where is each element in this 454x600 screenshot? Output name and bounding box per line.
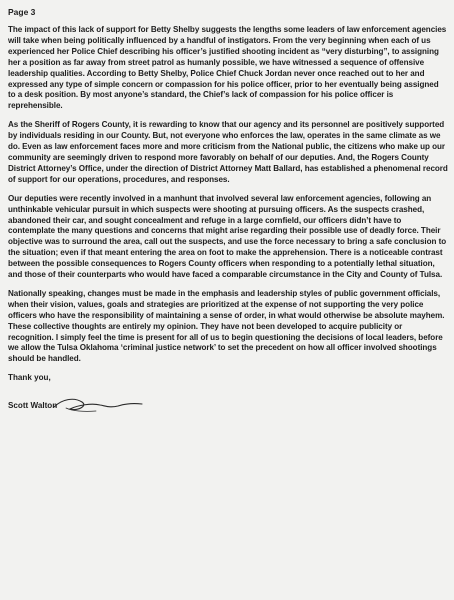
page-number-label: Page 3 — [8, 7, 36, 17]
letter-content — [8, 7, 448, 417]
paragraph-national-changes: Nationally speaking, changes must be made in the emphasis and leadership styles of public government officials, when their vision, values, goals and strategies are prioritized at the expense of not supporting the very police officers who have the responsibility of maintaining a sense of order, in what would otherwise be absolute mayhem. These collective thoughts are entirely my opinion. They have not been developed to acquire publicity or recognition. I simply feel the time is present for all of us to begin questioning the decisions of local leaders, before we allow the Tulsa Oklahoma ‘criminal justice network’ to set the precedent on how all officer involved shootings should be handled. — [8, 288, 445, 364]
paragraph-manhunt: Our deputies were recently involved in a manhunt that involved several law enforcement agencies, following an unthinkable vehicular pursuit in which suspects were shooting at pursuing officers. As the suspects crashed, abandoned their car, and sought concealment and refuge in a large cornfield, our officers didn’t have to contemplate the many questions and concerns that might arise regarding their possible use of deadly force. Their objective was to surround the area, call out the suspects, and use the force necessary to bring a safe conclusion to the situation; even if that meant entering the area on foot to make the apprehension. There is a noticeable contrast between the possible consequences to Rogers County officers when responding to a potentially lethal situation, and those of their counterparts who would have faced a comparable circumstance in the City and County of Tulsa. — [8, 193, 447, 280]
handwritten-signature — [48, 393, 148, 417]
paragraph-rogers-county-support: As the Sheriff of Rogers County, it is rewarding to know that our agency and its personnel are positively supported by individuals residing in our County. But, not everyone who enforces the law, operates in the same climate as we do. Even as law enforcement faces more and more criticism from the National public, the citizens who make up our community are seemingly driven to respond more favorably on behalf of our deputies. And, the Rogers County District Attorney’s Office, under the direction of District Attorney Matt Ballard, has established a phenomenal record of support for our operations, procedures, and responses. — [8, 120, 448, 184]
closing-salutation: Thank you, — [8, 373, 51, 383]
paragraph-betty-shelby: The impact of this lack of support for Betty Shelby suggests the lengths some leaders of law enforcement agencies will take when being politically influenced by a handful of instigators. From the very beginning when each of us experienced her Police Chief describing his officer’s justified shooting incident as “very disturbing”, to assigning her a position as far away from street patrol as humanly possible, we have witnessed a sequence of offensive leadership qualities. According to Betty Shelby, Police Chief Chuck Jordan never once reached out to her and expressed any type of simple concern or compassion for his police officer, prior to her eventually being assigned to a desk position. By most anyone’s standard, the Chief’s lack of compassion for his police officer is reprehensible. — [8, 25, 447, 111]
signature-block — [8, 393, 448, 417]
signer-name: Scott Walton — [8, 401, 58, 411]
